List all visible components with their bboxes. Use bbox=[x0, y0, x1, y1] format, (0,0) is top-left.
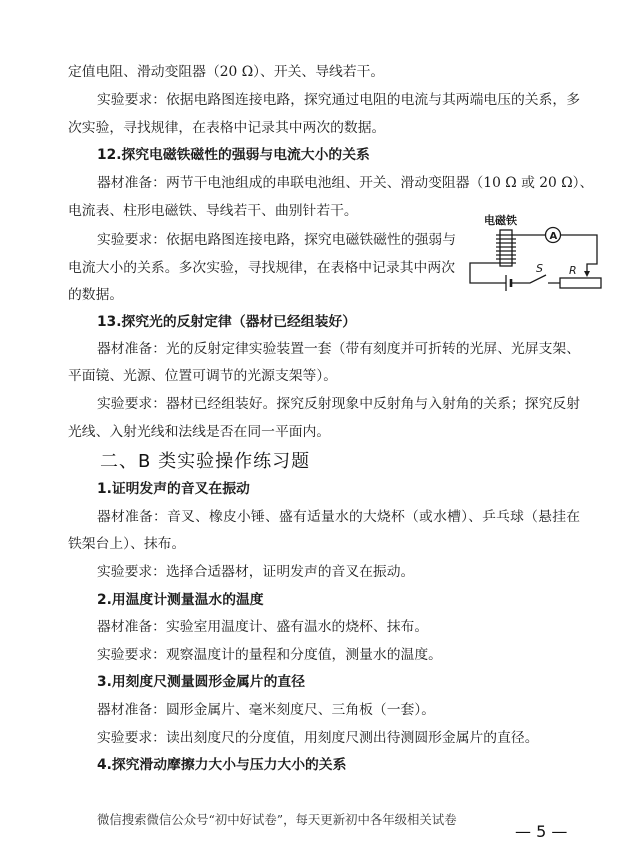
b3-materials: 器材准备：圆形金属片、毫米刻度尺、三角板（一套）。 bbox=[97, 702, 436, 718]
electromagnet-label: 电磁铁 bbox=[484, 214, 517, 227]
b1-requirements: 实验要求：选择合适器材，证明发声的音叉在振动。 bbox=[97, 564, 415, 580]
slider-arrow-icon bbox=[584, 271, 590, 277]
item11-requirements-line-2: 次实验，寻找规律，在表格中记录其中两次的数据。 bbox=[68, 120, 386, 136]
item13-requirements-line-2: 光线、入射光线和法线是否在同一平面内。 bbox=[68, 424, 331, 440]
switch-label: S bbox=[536, 262, 543, 275]
item13-materials-line-2: 平面镜、光源、位置可调节的光源支架等）。 bbox=[68, 368, 338, 384]
b2-materials: 器材准备：实验室用温度计、盛有温水的烧杯、抹布。 bbox=[97, 619, 429, 635]
item13-title: 13.探究光的反射定律（器材已经组装好） bbox=[97, 314, 356, 330]
wire-ammeter-to-slider bbox=[561, 235, 598, 274]
item12-requirements-line-2: 电流大小的关系。多次实验，寻找规律，在表格中记录其中两次 bbox=[68, 260, 455, 276]
item11-requirements-line-1: 实验要求：依据电路图连接电路，探究通过电阻的电流与其两端电压的关系，多 bbox=[97, 92, 580, 108]
b1-materials-line-1: 器材准备：音叉、橡皮小锤、盛有适量水的大烧杯（或水槽）、乒乓球（悬挂在 bbox=[97, 509, 580, 525]
b1-materials-line-2: 铁架台上）、抹布。 bbox=[68, 536, 186, 552]
b4-title: 4.探究滑动摩擦力大小与压力大小的关系 bbox=[97, 757, 347, 773]
ammeter-label: A bbox=[549, 231, 558, 242]
item12-materials-line-1: 器材准备：两节干电池组成的串联电池组、开关、滑动变阻器（10 Ω 或 20 Ω）、 bbox=[97, 175, 594, 191]
coil-windings bbox=[496, 235, 516, 263]
switch-symbol bbox=[511, 275, 560, 283]
footer-note: 微信搜索微信公众号“初中好试卷”，每天更新初中各年级相关试卷 bbox=[97, 812, 457, 827]
item11-materials-tail: 定值电阻、滑动变阻器（20 Ω）、开关、导线若干。 bbox=[68, 64, 385, 80]
item12-requirements-line-3: 的数据。 bbox=[68, 287, 124, 303]
section-b-heading: 二、B 类实验操作练习题 bbox=[100, 451, 311, 472]
b2-requirements: 实验要求：观察温度计的量程和分度值，测量水的温度。 bbox=[97, 647, 442, 663]
item13-requirements-line-1: 实验要求：器材已经组装好。探究反射现象中反射角与入射角的关系；探究反射 bbox=[97, 396, 580, 412]
page-number: — 5 — bbox=[515, 822, 568, 841]
item13-materials-line-1: 器材准备：光的反射定律实验装置一套（带有刻度并可折转的光屏、光屏支架、 bbox=[97, 341, 580, 357]
electromagnet-circuit-diagram bbox=[460, 208, 606, 296]
rheostat-symbol bbox=[560, 278, 601, 288]
b1-title: 1.证明发声的音叉在振动 bbox=[97, 481, 250, 497]
item12-requirements-line-1: 实验要求：依据电路图连接电路，探究电磁铁磁性的强弱与 bbox=[97, 232, 456, 248]
electromagnet-coil bbox=[496, 230, 516, 266]
b2-title: 2.用温度计测量温水的温度 bbox=[97, 592, 264, 608]
item12-materials-line-2: 电流表、柱形电磁铁、导线若干、曲别针若干。 bbox=[68, 203, 358, 219]
b3-requirements: 实验要求：读出刻度尺的分度值，用刻度尺测出待测圆形金属片的直径。 bbox=[97, 730, 539, 746]
b3-title: 3.用刻度尺测量圆形金属片的直径 bbox=[97, 674, 305, 690]
rheostat-label: R bbox=[569, 264, 577, 277]
item12-title: 12.探究电磁铁磁性的强弱与电流大小的关系 bbox=[97, 147, 370, 163]
